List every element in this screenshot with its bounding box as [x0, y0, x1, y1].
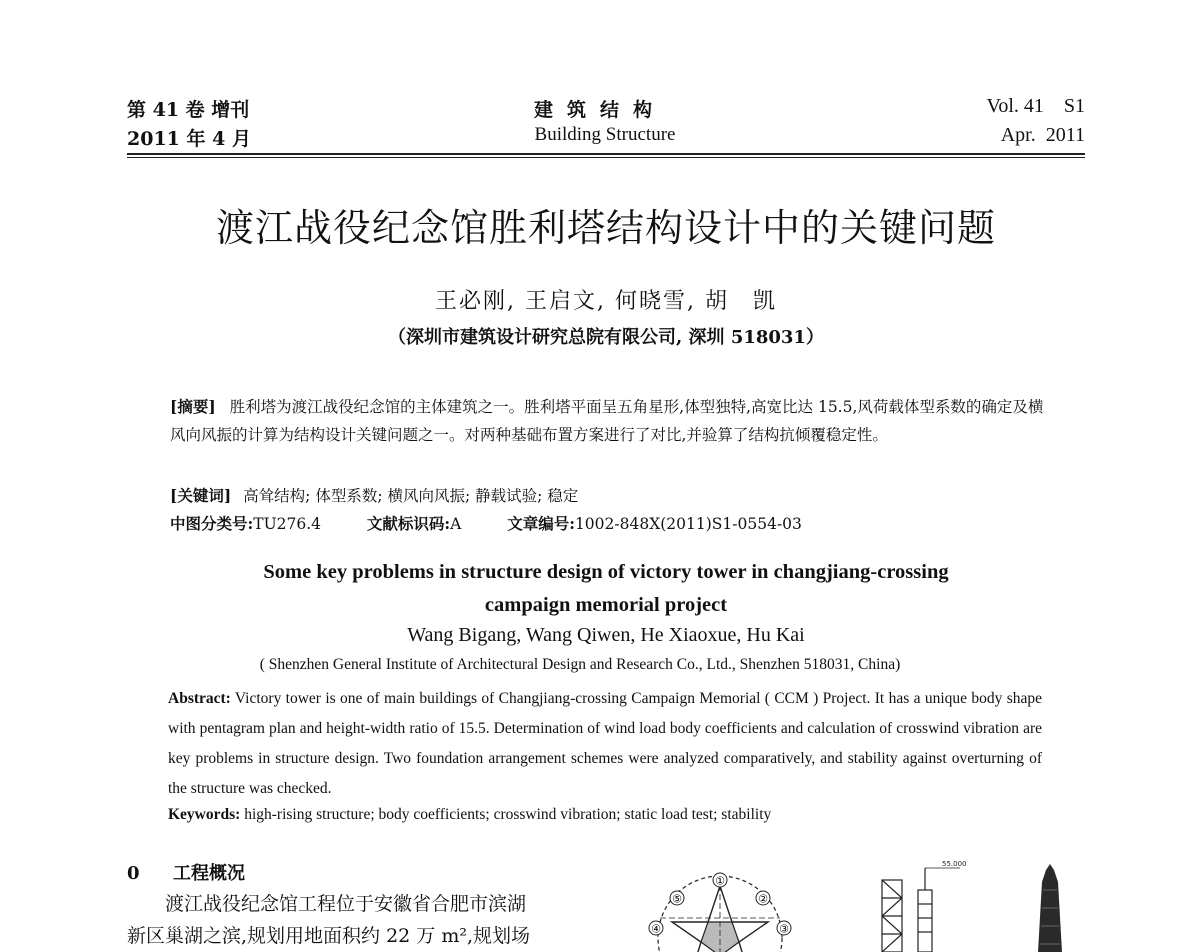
keywords-en-text: high-rising structure; body coefficients; crosswind vibration; static load test; stability: [240, 806, 772, 823]
affiliation-cn: （深圳市建筑设计研究总院有限公司, 深圳 518031）: [388, 327, 824, 348]
axis-label-1: ①: [715, 874, 725, 888]
body-paragraph: [127, 888, 582, 952]
tower-figure: [640, 860, 1080, 952]
header-journal-cn: 建筑结构: [533, 99, 666, 121]
axis-bubble-1: [713, 873, 727, 888]
keywords-en-label: Keywords:: [168, 806, 241, 823]
tower-elevation: [882, 868, 960, 952]
axis-label-5: ⑤: [672, 892, 682, 906]
header-date-en: Apr. 2011: [1000, 124, 1085, 146]
abstract-cn-tag: [摘要]: [170, 397, 216, 416]
doc-code-value: A: [450, 515, 462, 533]
axis-bubble-5: [670, 891, 684, 906]
body-line-2: 新区巢湖之滨,规划用地面积约 22 万 m²,规划场: [127, 925, 531, 947]
header-volume-en: Vol. 41 S1: [986, 95, 1085, 117]
elevation-mark: 55.000: [942, 860, 967, 868]
clc-value: TU276.4: [253, 515, 322, 533]
authors-cn: 王必刚, 王启文, 何晓雪, 胡 凯: [435, 289, 777, 314]
header-volume-cn: 第 41 卷 增刊: [127, 99, 250, 121]
body-line-1: 渡江战役纪念馆工程位于安徽省合肥市滨湖: [165, 893, 527, 915]
keywords-cn-tag: [关键词]: [170, 486, 232, 505]
abstract-cn: [170, 393, 1054, 449]
paper-title-en-line1: Some key problems in structure design of victory tower in changjiang-crossing: [263, 561, 949, 583]
doc-code-label: 文献标识码:: [366, 514, 451, 533]
article-number-value: 1002-848X(2011)S1-0554-03: [574, 515, 802, 533]
abstract-en-text: Victory tower is one of main buildings of Changjiang-crossing Campaign Memorial ( CCM ) Project. It has a unique body shape with pentagram plan and height-width ratio of 15.5. Determination of wind load body coefficients and calculation of crosswind vibration are key problems in structure design. Two foundation arrangement schemes were analyzed comparatively, and stability against overturning of the structure was checked.: [168, 690, 1042, 797]
header-date-cn: 2011 年 4 月: [127, 128, 251, 150]
section-title: 工程概况: [173, 863, 245, 884]
header-rule-thick: [127, 153, 1085, 155]
paper-title-en-line2: campaign memorial project: [484, 594, 728, 616]
classification-line: [170, 512, 802, 534]
axis-bubble-4: [649, 921, 663, 936]
axis-label-4: ④: [651, 922, 661, 936]
abstract-en-label: Abstract:: [168, 690, 231, 707]
tower-render: [1038, 864, 1062, 952]
authors-en: Wang Bigang, Wang Qiwen, He Xiaoxue, Hu Kai: [407, 624, 805, 646]
section-number: 0: [127, 863, 140, 884]
axis-label-2: ②: [758, 892, 768, 906]
article-number-label: 文章编号:: [507, 514, 575, 533]
header-journal-en: Building Structure: [534, 124, 676, 145]
section-heading: [127, 859, 245, 885]
axis-label-3: ③: [779, 922, 789, 936]
header-rule-thin: [127, 157, 1085, 158]
axis-bubble-2: [756, 891, 770, 906]
axis-bubble-3: [777, 921, 791, 936]
affiliation-en: ( Shenzhen General Institute of Architectural Design and Research Co., Ltd., Shenzhen 518031, China): [259, 656, 901, 673]
keywords-en: [168, 806, 771, 824]
paper-title-cn: 渡江战役纪念馆胜利塔结构设计中的关键问题: [215, 206, 996, 250]
abstract-en: [168, 684, 1042, 804]
keywords-cn: [170, 484, 578, 506]
abstract-cn-text: 胜利塔为渡江战役纪念馆的主体建筑之一。胜利塔平面呈五角星形,体型独特,高宽比达 15.5,风荷载体型系数的确定及横风向风振的计算为结构设计关键问题之一。对两种基础布置方案进行了对比,并验算了结构抗倾覆稳定性。: [170, 398, 1044, 444]
clc-label: 中图分类号:: [170, 514, 254, 533]
keywords-cn-text: 高耸结构; 体型系数; 横风向风振; 静载试验; 稳定: [243, 487, 579, 505]
